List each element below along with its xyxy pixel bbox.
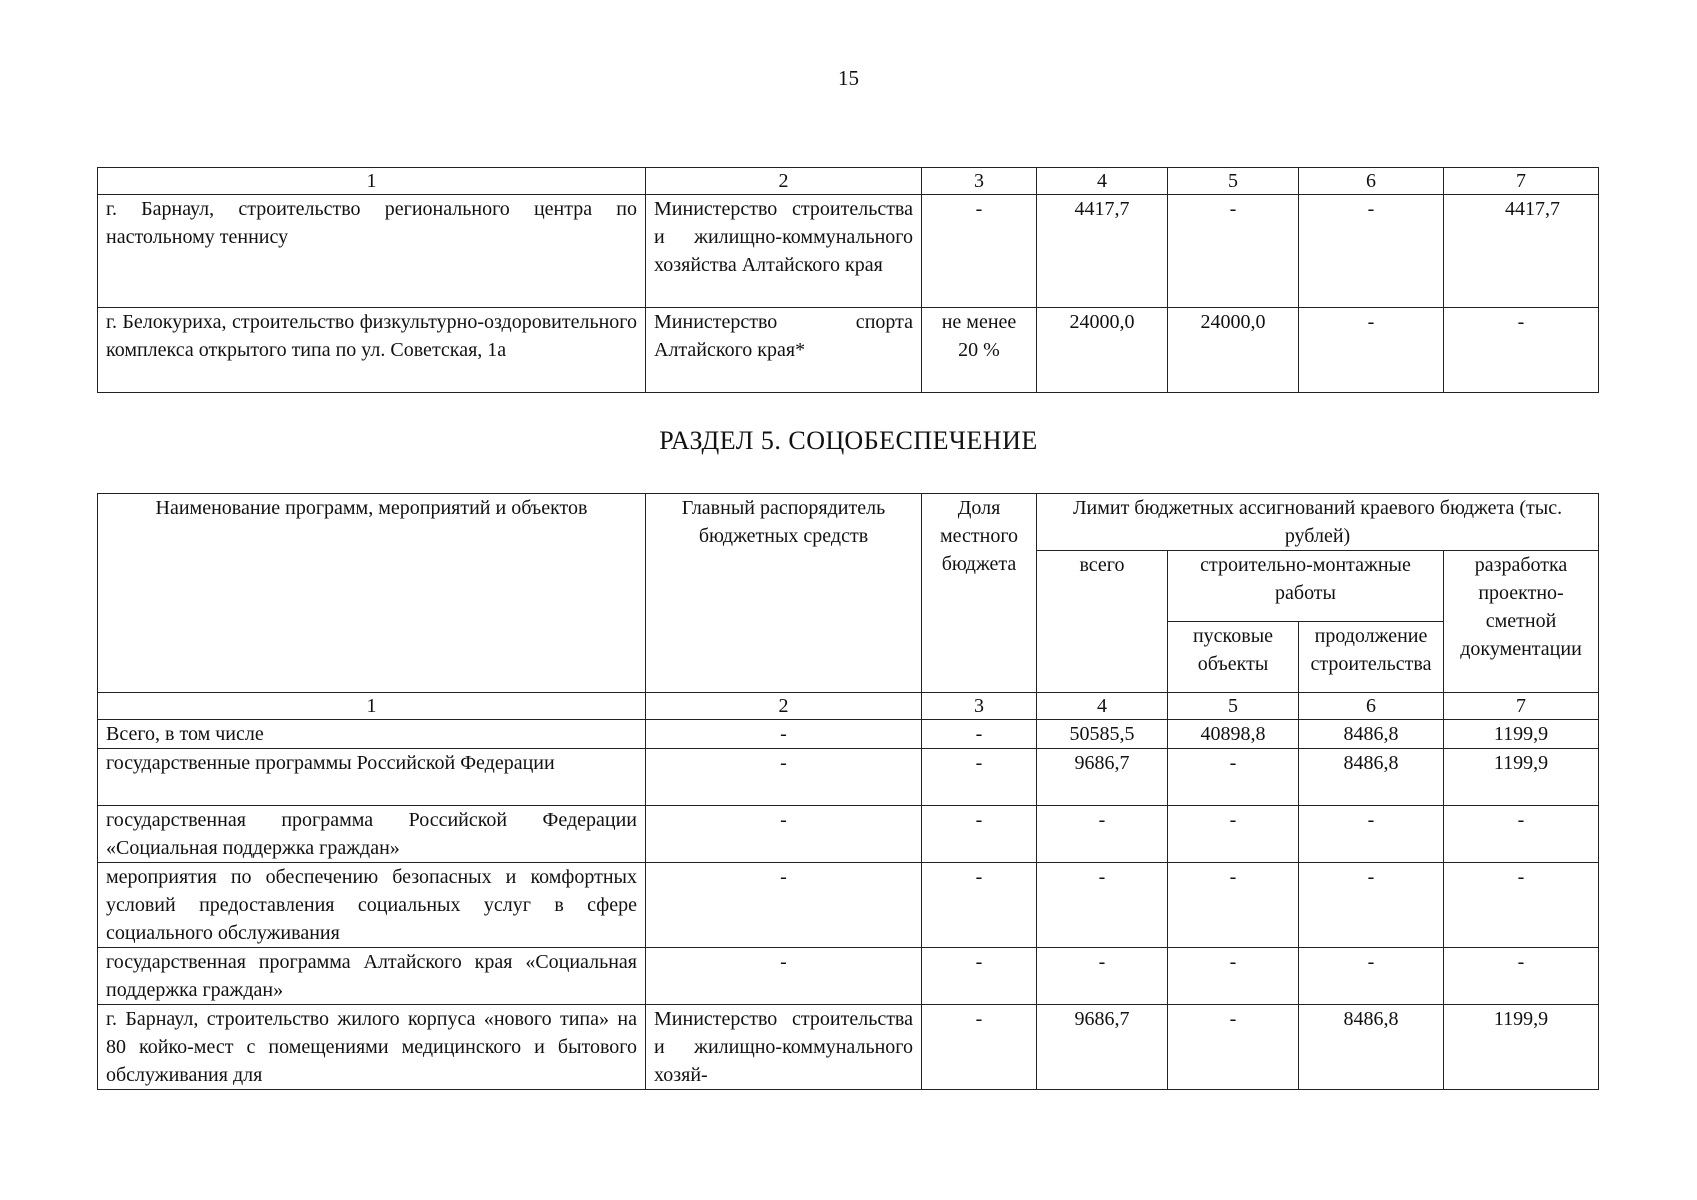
header-limit: Лимит бюджетных ассигнований краевого бюджета (тыс. рублей): [1037, 494, 1599, 551]
program-name-cell: мероприятия по обеспечению безопасных и комфортных условий предоставления социальных услуг в сфере социального обслуживания: [98, 863, 646, 948]
table-row: [98, 195, 1599, 308]
design-cell: 4417,7: [1444, 195, 1599, 308]
startup-cell: -: [1168, 948, 1299, 1005]
program-name-cell: г. Барнаул, строительство регионального центра по настольному теннису: [98, 195, 646, 308]
program-name-cell: государственная программа Алтайского края «Социальная поддержка граждан»: [98, 948, 646, 1005]
total-cell: 24000,0: [1037, 308, 1168, 393]
design-cell: -: [1444, 948, 1599, 1005]
total-cell: 9686,7: [1037, 1005, 1168, 1090]
header-name: Наименование программ, мероприятий и объектов: [98, 494, 646, 693]
col-number: 4: [1037, 693, 1168, 720]
manager-cell: -: [646, 948, 922, 1005]
continuation-table: [97, 167, 1599, 393]
header-manager: Главный распорядитель бюджетных средств: [646, 494, 922, 693]
manager-cell: -: [646, 863, 922, 948]
col-number: 7: [1444, 168, 1599, 195]
manager-cell: Министерство строительства и жилищно-коммунального хозяй-: [646, 1005, 922, 1090]
column-number-row: [98, 693, 1599, 720]
total-cell: 4417,7: [1037, 195, 1168, 308]
col-number: 3: [922, 693, 1037, 720]
startup-cell: 40898,8: [1168, 720, 1299, 749]
col-number: 6: [1299, 168, 1444, 195]
program-name-cell: Всего, в том числе: [98, 720, 646, 749]
design-cell: -: [1444, 806, 1599, 863]
table-row: [98, 720, 1599, 749]
total-cell: -: [1037, 948, 1168, 1005]
column-number-row: [98, 168, 1599, 195]
col-number: 2: [646, 168, 922, 195]
manager-cell: -: [646, 720, 922, 749]
design-cell: -: [1444, 863, 1599, 948]
col-number: 1: [98, 168, 646, 195]
design-cell: -: [1444, 308, 1599, 393]
continuation-cell: 8486,8: [1299, 1005, 1444, 1090]
table-row: [98, 948, 1599, 1005]
header-share: Доля местного бюджета: [922, 494, 1037, 693]
social-security-table: [97, 493, 1599, 1090]
table-row: [98, 1005, 1599, 1090]
header-startup: пусковые объекты: [1168, 622, 1299, 693]
design-cell: 1199,9: [1444, 1005, 1599, 1090]
share-cell: -: [922, 806, 1037, 863]
program-name-cell: г. Барнаул, строительство жилого корпуса «нового типа» на 80 койко-мест с помещениями медицинского и бытового обслуживания для: [98, 1005, 646, 1090]
section-title: РАЗДЕЛ 5. СОЦОБЕСПЕЧЕНИЕ: [659, 426, 1038, 455]
col-number: 6: [1299, 693, 1444, 720]
share-cell: -: [922, 948, 1037, 1005]
col-number: 5: [1168, 168, 1299, 195]
col-number: 5: [1168, 693, 1299, 720]
design-cell: 1199,9: [1444, 720, 1599, 749]
startup-cell: 24000,0: [1168, 308, 1299, 393]
header-construction: строительно-монтажные работы: [1168, 551, 1444, 622]
continuation-cell: -: [1299, 863, 1444, 948]
startup-cell: -: [1168, 749, 1299, 806]
table-row: [98, 308, 1599, 393]
col-number: 7: [1444, 693, 1599, 720]
program-name-cell: государственные программы Российской Федерации: [98, 749, 646, 806]
total-cell: -: [1037, 806, 1168, 863]
header-total: всего: [1037, 551, 1168, 693]
continuation-cell: 8486,8: [1299, 720, 1444, 749]
share-cell: -: [922, 195, 1037, 308]
header-design: разработка проектно-сметной документации: [1444, 551, 1599, 693]
share-cell: -: [922, 863, 1037, 948]
startup-cell: -: [1168, 1005, 1299, 1090]
total-cell: 50585,5: [1037, 720, 1168, 749]
table-row: [98, 863, 1599, 948]
share-cell: не менее 20 %: [922, 308, 1037, 393]
continuation-cell: -: [1299, 195, 1444, 308]
header-row: [98, 494, 1599, 551]
startup-cell: -: [1168, 806, 1299, 863]
table-row: [98, 749, 1599, 806]
table-row: [98, 806, 1599, 863]
total-cell: -: [1037, 863, 1168, 948]
header-continuation: продолжение строительства: [1299, 622, 1444, 693]
continuation-cell: -: [1299, 806, 1444, 863]
continuation-cell: 8486,8: [1299, 749, 1444, 806]
startup-cell: -: [1168, 195, 1299, 308]
col-number: 3: [922, 168, 1037, 195]
manager-cell: -: [646, 749, 922, 806]
program-name-cell: государственная программа Российской Федерации «Социальная поддержка граждан»: [98, 806, 646, 863]
continuation-cell: -: [1299, 308, 1444, 393]
manager-cell: Министерство спорта Алтайского края*: [646, 308, 922, 393]
startup-cell: -: [1168, 863, 1299, 948]
manager-cell: -: [646, 806, 922, 863]
design-cell: 1199,9: [1444, 749, 1599, 806]
total-cell: 9686,7: [1037, 749, 1168, 806]
share-cell: -: [922, 1005, 1037, 1090]
share-cell: -: [922, 749, 1037, 806]
col-number: 4: [1037, 168, 1168, 195]
page-number: 15: [838, 66, 859, 90]
program-name-cell: г. Белокуриха, строительство физкультурно-оздоровительного комплекса открытого типа по ул. Советская, 1а: [98, 308, 646, 393]
share-cell: -: [922, 720, 1037, 749]
continuation-cell: -: [1299, 948, 1444, 1005]
manager-cell: Министерство строительства и жилищно-коммунального хозяйства Алтайского края: [646, 195, 922, 308]
col-number: 1: [98, 693, 646, 720]
col-number: 2: [646, 693, 922, 720]
